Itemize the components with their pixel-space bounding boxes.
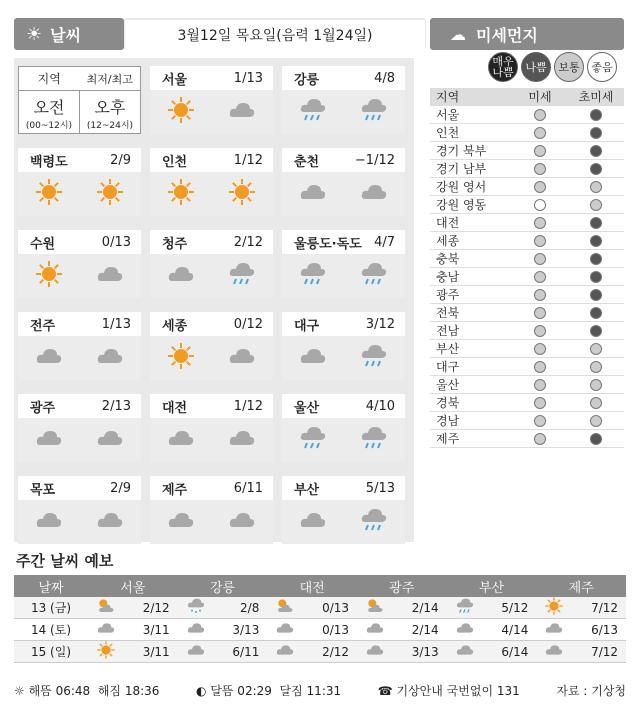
rain-icon: [298, 259, 328, 293]
city-name: 수원: [30, 236, 56, 252]
cloud-icon: [359, 177, 389, 211]
weekly-temp: 0/13: [322, 622, 350, 637]
city-cell: [18, 312, 141, 380]
partly-icon: [365, 596, 385, 619]
city-temp: 0/12: [233, 316, 263, 332]
dust-row: [430, 412, 624, 430]
dust-pm10-dot: [534, 181, 546, 193]
dust-pm25-dot: [590, 217, 602, 229]
city-name: 대전: [162, 400, 188, 416]
city-temp: 2/12: [233, 234, 263, 250]
city-name: 대구: [294, 318, 320, 334]
cloud-icon: [544, 640, 564, 663]
legend-pm: 오후: [94, 97, 126, 117]
dust-row: [430, 250, 624, 268]
dust-row: [430, 358, 624, 376]
dust-col-region: 지역: [436, 90, 460, 104]
weekly-temp: 7/12: [591, 644, 619, 659]
city-temp: 2/9: [110, 152, 131, 168]
city-name: 백령도: [30, 154, 68, 170]
city-name: 부산: [294, 482, 320, 498]
cloud-icon: [298, 177, 328, 211]
city-temp: 4/10: [365, 398, 395, 414]
legend-am-sub: (00~12시): [25, 120, 73, 131]
source: 자료 : 기상청: [556, 683, 626, 698]
dust-pm25-dot: [590, 325, 602, 337]
weekly-temp: 5/12: [501, 600, 529, 615]
city-name: 춘천: [294, 154, 320, 170]
weekly-temp: 3/13: [411, 644, 439, 659]
legend-good: 좋음: [587, 52, 617, 82]
dust-pm10-dot: [534, 235, 546, 247]
city-cell: [150, 476, 273, 544]
legend-normal: 보통: [554, 52, 584, 82]
dust-row: [430, 232, 624, 250]
weekly-day: 13 (금): [30, 601, 72, 615]
weekly-title: 주간 날씨 예보: [16, 552, 114, 570]
legend-region: 지역: [37, 72, 61, 86]
city-temp: 0/13: [101, 234, 131, 250]
dust-pm10-dot: [534, 127, 546, 139]
city-name: 서울: [162, 72, 188, 88]
dust-row: [430, 106, 624, 124]
dust-region: 경기 북부: [436, 144, 487, 158]
dust-pm10-dot: [534, 271, 546, 283]
weekly-city-header: 부산: [478, 580, 505, 596]
date-label: 3월12일 목요일(음력 1월24일): [125, 20, 425, 50]
dust-pm10-dot: [534, 361, 546, 373]
city-temp: 5/13: [365, 480, 395, 496]
dust-pm25-dot: [590, 253, 602, 265]
sunset: 해짐 18:36: [97, 683, 160, 698]
weekly-table: [14, 575, 626, 663]
weekly-city-header: 강릉: [209, 580, 236, 596]
dust-region: 인천: [436, 126, 460, 140]
footer: [14, 680, 626, 700]
dust-pm25-dot: [590, 199, 602, 211]
legend-very-bad: 매우나쁨: [488, 52, 518, 82]
cloud-icon: [166, 505, 196, 539]
cloud-icon: [34, 423, 64, 457]
city-name: 청주: [162, 236, 188, 252]
dust-row: [430, 322, 624, 340]
cloud-icon: [34, 505, 64, 539]
dust-pm10-dot: [534, 199, 546, 211]
cloud-icon: [298, 341, 328, 375]
dust-pm25-dot: [590, 145, 602, 157]
dust-pm25-dot: [590, 271, 602, 283]
weekly-temp: 3/11: [142, 644, 170, 659]
dust-row: [430, 430, 624, 448]
cloud-icon: [365, 640, 385, 663]
sun-icon: [95, 177, 125, 211]
rain-icon: [298, 423, 328, 457]
city-cell: [150, 66, 273, 134]
weekly-temp: 6/13: [591, 622, 619, 637]
rain-icon: [359, 259, 389, 293]
city-name: 목포: [30, 482, 56, 498]
dust-pm10-dot: [534, 145, 546, 157]
weekly-row: [14, 619, 626, 641]
dust-pm10-dot: [534, 307, 546, 319]
city-temp: 1/13: [233, 70, 263, 86]
rain-icon: [359, 341, 389, 375]
dust-pm10-dot: [534, 379, 546, 391]
dust-region: 광주: [436, 288, 460, 302]
weekly-row: [14, 597, 626, 619]
sun-icon: [166, 341, 196, 375]
sunrise-icon: ☼: [14, 683, 25, 698]
sun-icon: [166, 177, 196, 211]
city-cell: [282, 476, 405, 544]
dust-col-pm10: 미세: [528, 90, 552, 104]
snowrain-icon: [186, 596, 206, 619]
city-cell: [282, 66, 405, 134]
dust-region: 경기 남부: [436, 162, 487, 176]
dust-row: [430, 124, 624, 142]
dust-pm25-dot: [590, 109, 602, 121]
weekly-temp: 2/12: [142, 600, 170, 615]
rain-icon: [359, 423, 389, 457]
weekly-temp: 2/14: [411, 600, 439, 615]
city-temp: 4/7: [374, 234, 395, 250]
dust-region: 울산: [436, 378, 460, 392]
city-name: 울릉도·독도: [294, 236, 362, 252]
city-temp: 3/12: [365, 316, 395, 332]
dust-row: [430, 376, 624, 394]
sunrise: 해뜸 06:48: [28, 683, 91, 698]
city-temp: 1/12: [233, 152, 263, 168]
legend-range: 최저/최고: [86, 72, 133, 86]
dust-region: 서울: [436, 108, 460, 122]
city-cell: [18, 394, 141, 462]
dust-pm25-dot: [590, 235, 602, 247]
dust-pm10-dot: [534, 289, 546, 301]
cloud-icon: [275, 640, 295, 663]
rain-icon: [227, 259, 257, 293]
moonrise: 달뜸 02:29: [210, 683, 272, 698]
weekly-temp: 6/14: [501, 644, 529, 659]
city-temp: 6/11: [233, 480, 263, 496]
city-temp: −1/12: [354, 152, 395, 168]
city-name: 광주: [30, 400, 56, 416]
sun-icon: [34, 259, 64, 293]
city-name: 전주: [30, 318, 56, 334]
dust-pm25-dot: [590, 127, 602, 139]
city-name: 울산: [294, 400, 320, 416]
sun-cloud-icon: ☀: [26, 23, 43, 45]
cloud-icon: [227, 95, 257, 129]
phone-icon: ☎: [377, 683, 393, 698]
cloud-icon: [275, 618, 295, 641]
dust-row: [430, 340, 624, 358]
dust-region: 세종: [436, 234, 460, 248]
partly-icon: [275, 596, 295, 619]
city-cell: [150, 230, 273, 298]
sun-icon: [166, 95, 196, 129]
city-cell: [18, 230, 141, 298]
weekly-temp: 2/12: [322, 644, 350, 659]
city-cell: [150, 394, 273, 462]
dust-region: 대구: [436, 360, 460, 374]
city-name: 제주: [162, 482, 188, 498]
dust-row: [430, 160, 624, 178]
dust-row: [430, 286, 624, 304]
city-temp: 1/13: [101, 316, 131, 332]
sun-icon: [34, 177, 64, 211]
dust-pm10-dot: [534, 325, 546, 337]
dust-region: 충북: [436, 252, 460, 266]
dust-pm25-dot: [590, 163, 602, 175]
dust-region: 경남: [436, 414, 460, 428]
rain-icon: [298, 95, 328, 129]
dust-pm10-dot: [534, 433, 546, 445]
dust-row: [430, 214, 624, 232]
dust-pm25-dot: [590, 181, 602, 193]
legend-pm-sub: (12~24시): [86, 120, 134, 131]
weekly-city-header: 서울: [120, 580, 146, 596]
city-cell: [150, 148, 273, 216]
dust-pm25-dot: [590, 415, 602, 427]
cloud-icon: [227, 341, 257, 375]
dust-pm25-dot: [590, 307, 602, 319]
weekly-city-header: 대전: [299, 580, 325, 596]
cloud-icon: [166, 259, 196, 293]
dust-pm25-dot: [590, 397, 602, 409]
weekly-temp: 7/12: [591, 600, 619, 615]
sun-icon: [544, 596, 564, 619]
dust-region: 대전: [436, 216, 460, 230]
dust-region: 강원 영동: [436, 198, 487, 212]
dust-pm10-dot: [534, 397, 546, 409]
legend-bad: 나쁨: [521, 52, 551, 82]
cloud-icon: [186, 618, 206, 641]
city-cell: [282, 148, 405, 216]
weather-info: 기상안내 국번없이 131: [396, 683, 520, 698]
city-temp: 4/8: [374, 70, 395, 86]
cloud-icon: [96, 618, 116, 641]
dust-region: 부산: [436, 342, 460, 356]
cloud-icon: [365, 618, 385, 641]
dust-pm25-dot: [590, 343, 602, 355]
rain-icon: [455, 596, 475, 619]
dust-table: [430, 88, 624, 448]
cloud-icon: [95, 259, 125, 293]
weekly-temp: 3/11: [142, 622, 170, 637]
weather-title: 날씨: [50, 25, 82, 45]
city-temp: 1/12: [233, 398, 263, 414]
dust-row: [430, 196, 624, 214]
cloud-icon: [544, 618, 564, 641]
dust-pm25-dot: [590, 379, 602, 391]
dust-row: [430, 304, 624, 322]
legend-box: [18, 66, 141, 134]
city-cell: [282, 312, 405, 380]
dust-region: 전북: [436, 306, 460, 320]
weekly-temp: 4/14: [501, 622, 529, 637]
dust-pm10-dot: [534, 217, 546, 229]
dust-row: [430, 268, 624, 286]
cloud-icon: [227, 505, 257, 539]
weekly-temp: 0/13: [322, 600, 350, 615]
partly-icon: [96, 596, 116, 619]
city-name: 세종: [162, 318, 188, 334]
cloud-icon: [95, 341, 125, 375]
city-cell: [282, 394, 405, 462]
dust-pm25-dot: [590, 289, 602, 301]
weekly-temp: 2/8: [240, 600, 260, 615]
legend-am: 오전: [33, 97, 65, 117]
cloud-icon: [227, 423, 257, 457]
moon-icon: ◐: [196, 683, 207, 698]
dust-pm10-dot: [534, 163, 546, 175]
cloud-icon: [455, 618, 475, 641]
dust-region: 경북: [436, 396, 460, 410]
dust-row: [430, 178, 624, 196]
weekly-day: 14 (토): [30, 623, 72, 637]
cloud-icon: [166, 423, 196, 457]
dust-pm10-dot: [534, 415, 546, 427]
weekly-day-header: 날짜: [38, 580, 64, 596]
city-temp: 2/13: [101, 398, 131, 414]
weekly-temp: 3/13: [232, 622, 260, 637]
dust-pm25-dot: [590, 361, 602, 373]
weekly-row: [14, 641, 626, 663]
city-name: 강릉: [294, 72, 320, 88]
cloud-icon: [298, 505, 328, 539]
weekly-day: 15 (일): [30, 645, 72, 659]
dust-region: 충남: [436, 270, 460, 284]
dust-col-pm25: 초미세: [578, 90, 614, 104]
city-cell: [18, 476, 141, 544]
sunsmall-icon: [96, 640, 116, 663]
weekly-city-header: 광주: [389, 580, 415, 596]
weekly-temp: 2/14: [411, 622, 439, 637]
cloud-icon: [95, 505, 125, 539]
dust-row: [430, 142, 624, 160]
cloud-icon: [95, 423, 125, 457]
cloud-icon: [186, 640, 206, 663]
city-cell: [150, 312, 273, 380]
weekly-temp: 6/11: [232, 644, 260, 659]
city-temp: 2/9: [110, 480, 131, 496]
rain-icon: [359, 505, 389, 539]
dust-region: 전남: [436, 324, 460, 338]
dust-region: 제주: [436, 432, 460, 446]
dust-row: [430, 394, 624, 412]
dust-pm10-dot: [534, 253, 546, 265]
dust-header: [430, 18, 624, 50]
cloud-icon: [455, 640, 475, 663]
dust-icon: ☁: [450, 24, 466, 44]
weather-header: [14, 18, 124, 50]
dust-pm10-dot: [534, 343, 546, 355]
dust-title: 미세먼지: [476, 25, 538, 45]
city-cell: [282, 230, 405, 298]
rain-icon: [359, 95, 389, 129]
moonset: 달짐 11:31: [279, 683, 342, 698]
dust-region: 강원 영서: [436, 180, 487, 194]
city-cell: [18, 148, 141, 216]
dust-pm25-dot: [590, 433, 602, 445]
weekly-city-header: 제주: [568, 580, 594, 596]
dust-pm10-dot: [534, 109, 546, 121]
cloud-icon: [34, 341, 64, 375]
sun-icon: [227, 177, 257, 211]
city-name: 인천: [162, 154, 188, 170]
